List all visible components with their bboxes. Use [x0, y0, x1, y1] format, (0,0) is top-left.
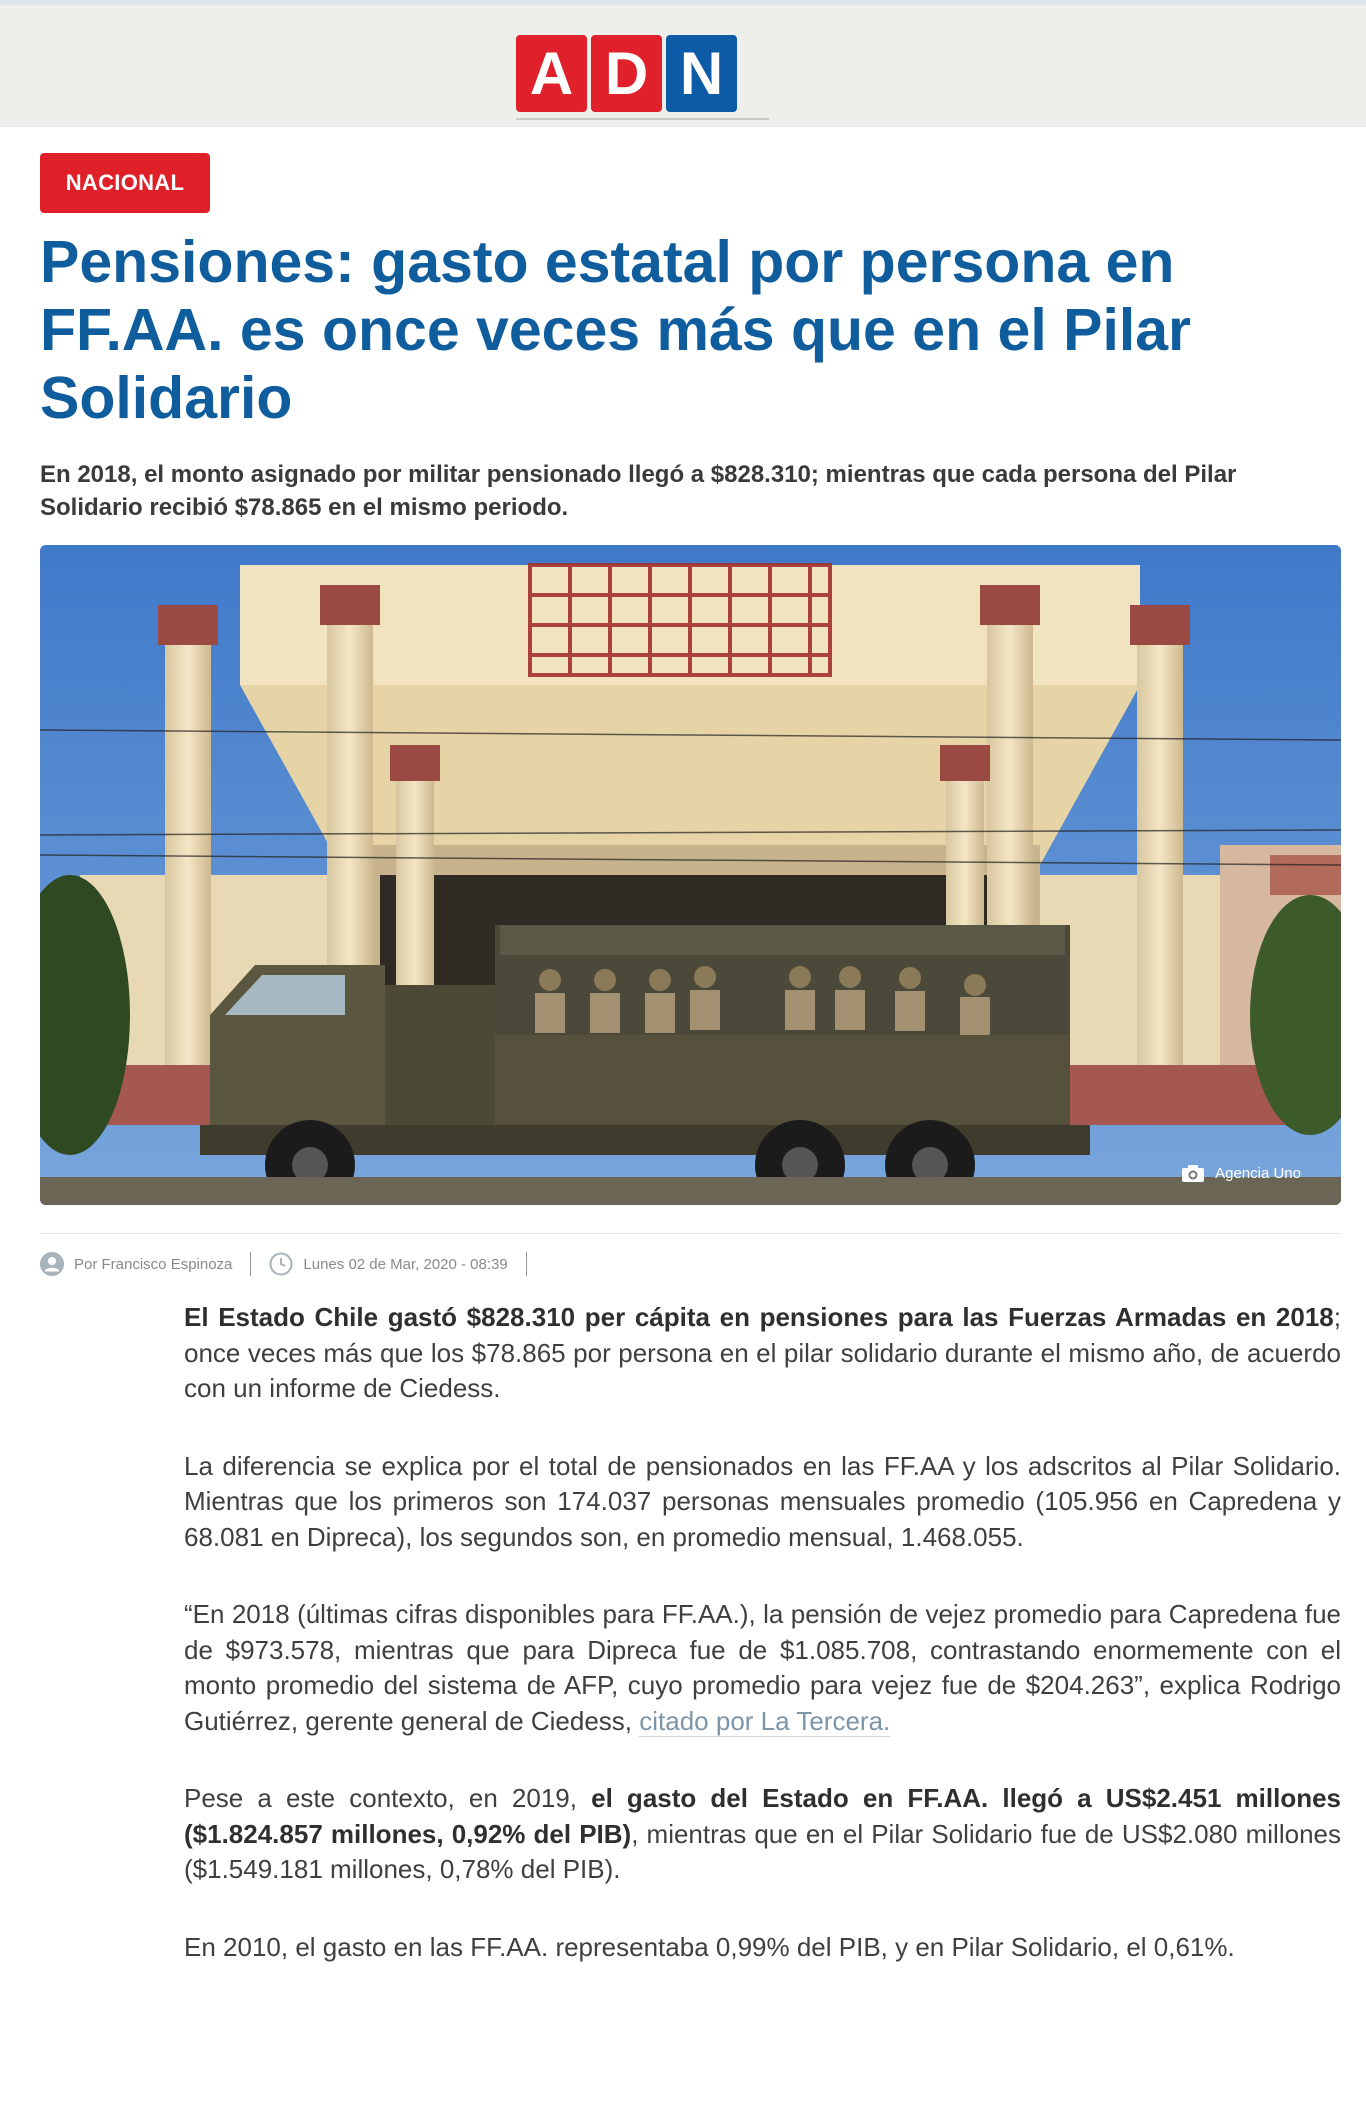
paragraph-2: La diferencia se explica por el total de pensionados en las FF.AA y los adscritos al Pilar Solidario. Mientras que los primeros son 174.037 personas mensuales promedio (105.956 en Capredena y 68.081 en Dipreca), los segundos son, en promedio mensual, 1.468.055. [184, 1450, 1341, 1552]
paragraph-4-rest: , mientras que en el Pilar Solidario fue de US$2.080 millones ($1.549.181 millones, 0,78% del PIB). [184, 1818, 1341, 1884]
paragraph-4 [184, 1781, 1341, 1888]
logo-letter-a: A [516, 35, 587, 112]
hero-photo-illustration [40, 545, 1341, 1205]
logo-letter-n: N [666, 35, 737, 112]
paragraph-4-bold: el gasto del Estado en FF.AA. llegó a US$2.451 millones ($1.824.857 millones, 0,92% del PIB) [184, 1783, 1341, 1849]
user-icon [40, 1252, 64, 1276]
article-body [184, 1300, 1341, 2007]
paragraph-4-start: Pese a este contexto, en 2019, [184, 1783, 592, 1813]
camera-icon [1181, 1164, 1205, 1183]
publish-date: Lunes 02 de Mar, 2020 - 08:39 [303, 1255, 508, 1273]
la-tercera-link[interactable]: citado por La Tercera. [639, 1705, 891, 1736]
article-subtitle: En 2018, el monto asignado por militar pensionado llegó a $828.310; mientras que cada persona del Pilar Solidario recibió $78.865 en el mismo periodo. [40, 461, 1237, 521]
hero-image [40, 545, 1341, 1205]
logo-letter-d: D [591, 35, 662, 112]
meta-separator [526, 1252, 527, 1276]
meta-separator [250, 1252, 251, 1276]
article-meta [40, 1250, 545, 1278]
article-title: Pensiones: gasto estatal por persona en FF.AA. es once veces más que en el Pilar Solidario [40, 229, 1192, 431]
adn-logo[interactable] [516, 35, 737, 115]
paragraph-1-bold: El Estado Chile gastó $828.310 per cápita en pensiones para las Fuerzas Armadas en 2018 [184, 1302, 1334, 1332]
clock-icon [269, 1252, 293, 1276]
paragraph-5: En 2010, el gasto en las FF.AA. representaba 0,99% del PIB, y en Pilar Solidario, el 0,61%. [184, 1931, 1235, 1962]
author-name[interactable]: Por Francisco Espinoza [74, 1255, 233, 1273]
logo-underline [516, 118, 769, 120]
image-credit-text: Agencia Uno [1215, 1165, 1301, 1182]
paragraph-3 [184, 1597, 1341, 1739]
paragraph-1-rest: ; once veces más que los $78.865 por persona en el pilar solidario durante el mismo año, de acuerdo con un informe de Ciedess. [184, 1302, 1341, 1403]
paragraph-3-text: “En 2018 (últimas cifras disponibles para FF.AA.), la pensión de vejez promedio para Capredena fue de $973.578, mientras que para Dipreca fue de $1.085.708, contrastando enormemente con el monto promedio del sistema de AFP, cuyo promedio para vejez fue de $204.263”, explica Rodrigo Gutiérrez, gerente general de Ciedess, [184, 1599, 1341, 1736]
divider [40, 1233, 1341, 1234]
category-badge[interactable]: NACIONAL [40, 153, 210, 213]
paragraph-1 [184, 1300, 1341, 1407]
site-header [0, 5, 1366, 127]
image-credit [1181, 1164, 1301, 1183]
